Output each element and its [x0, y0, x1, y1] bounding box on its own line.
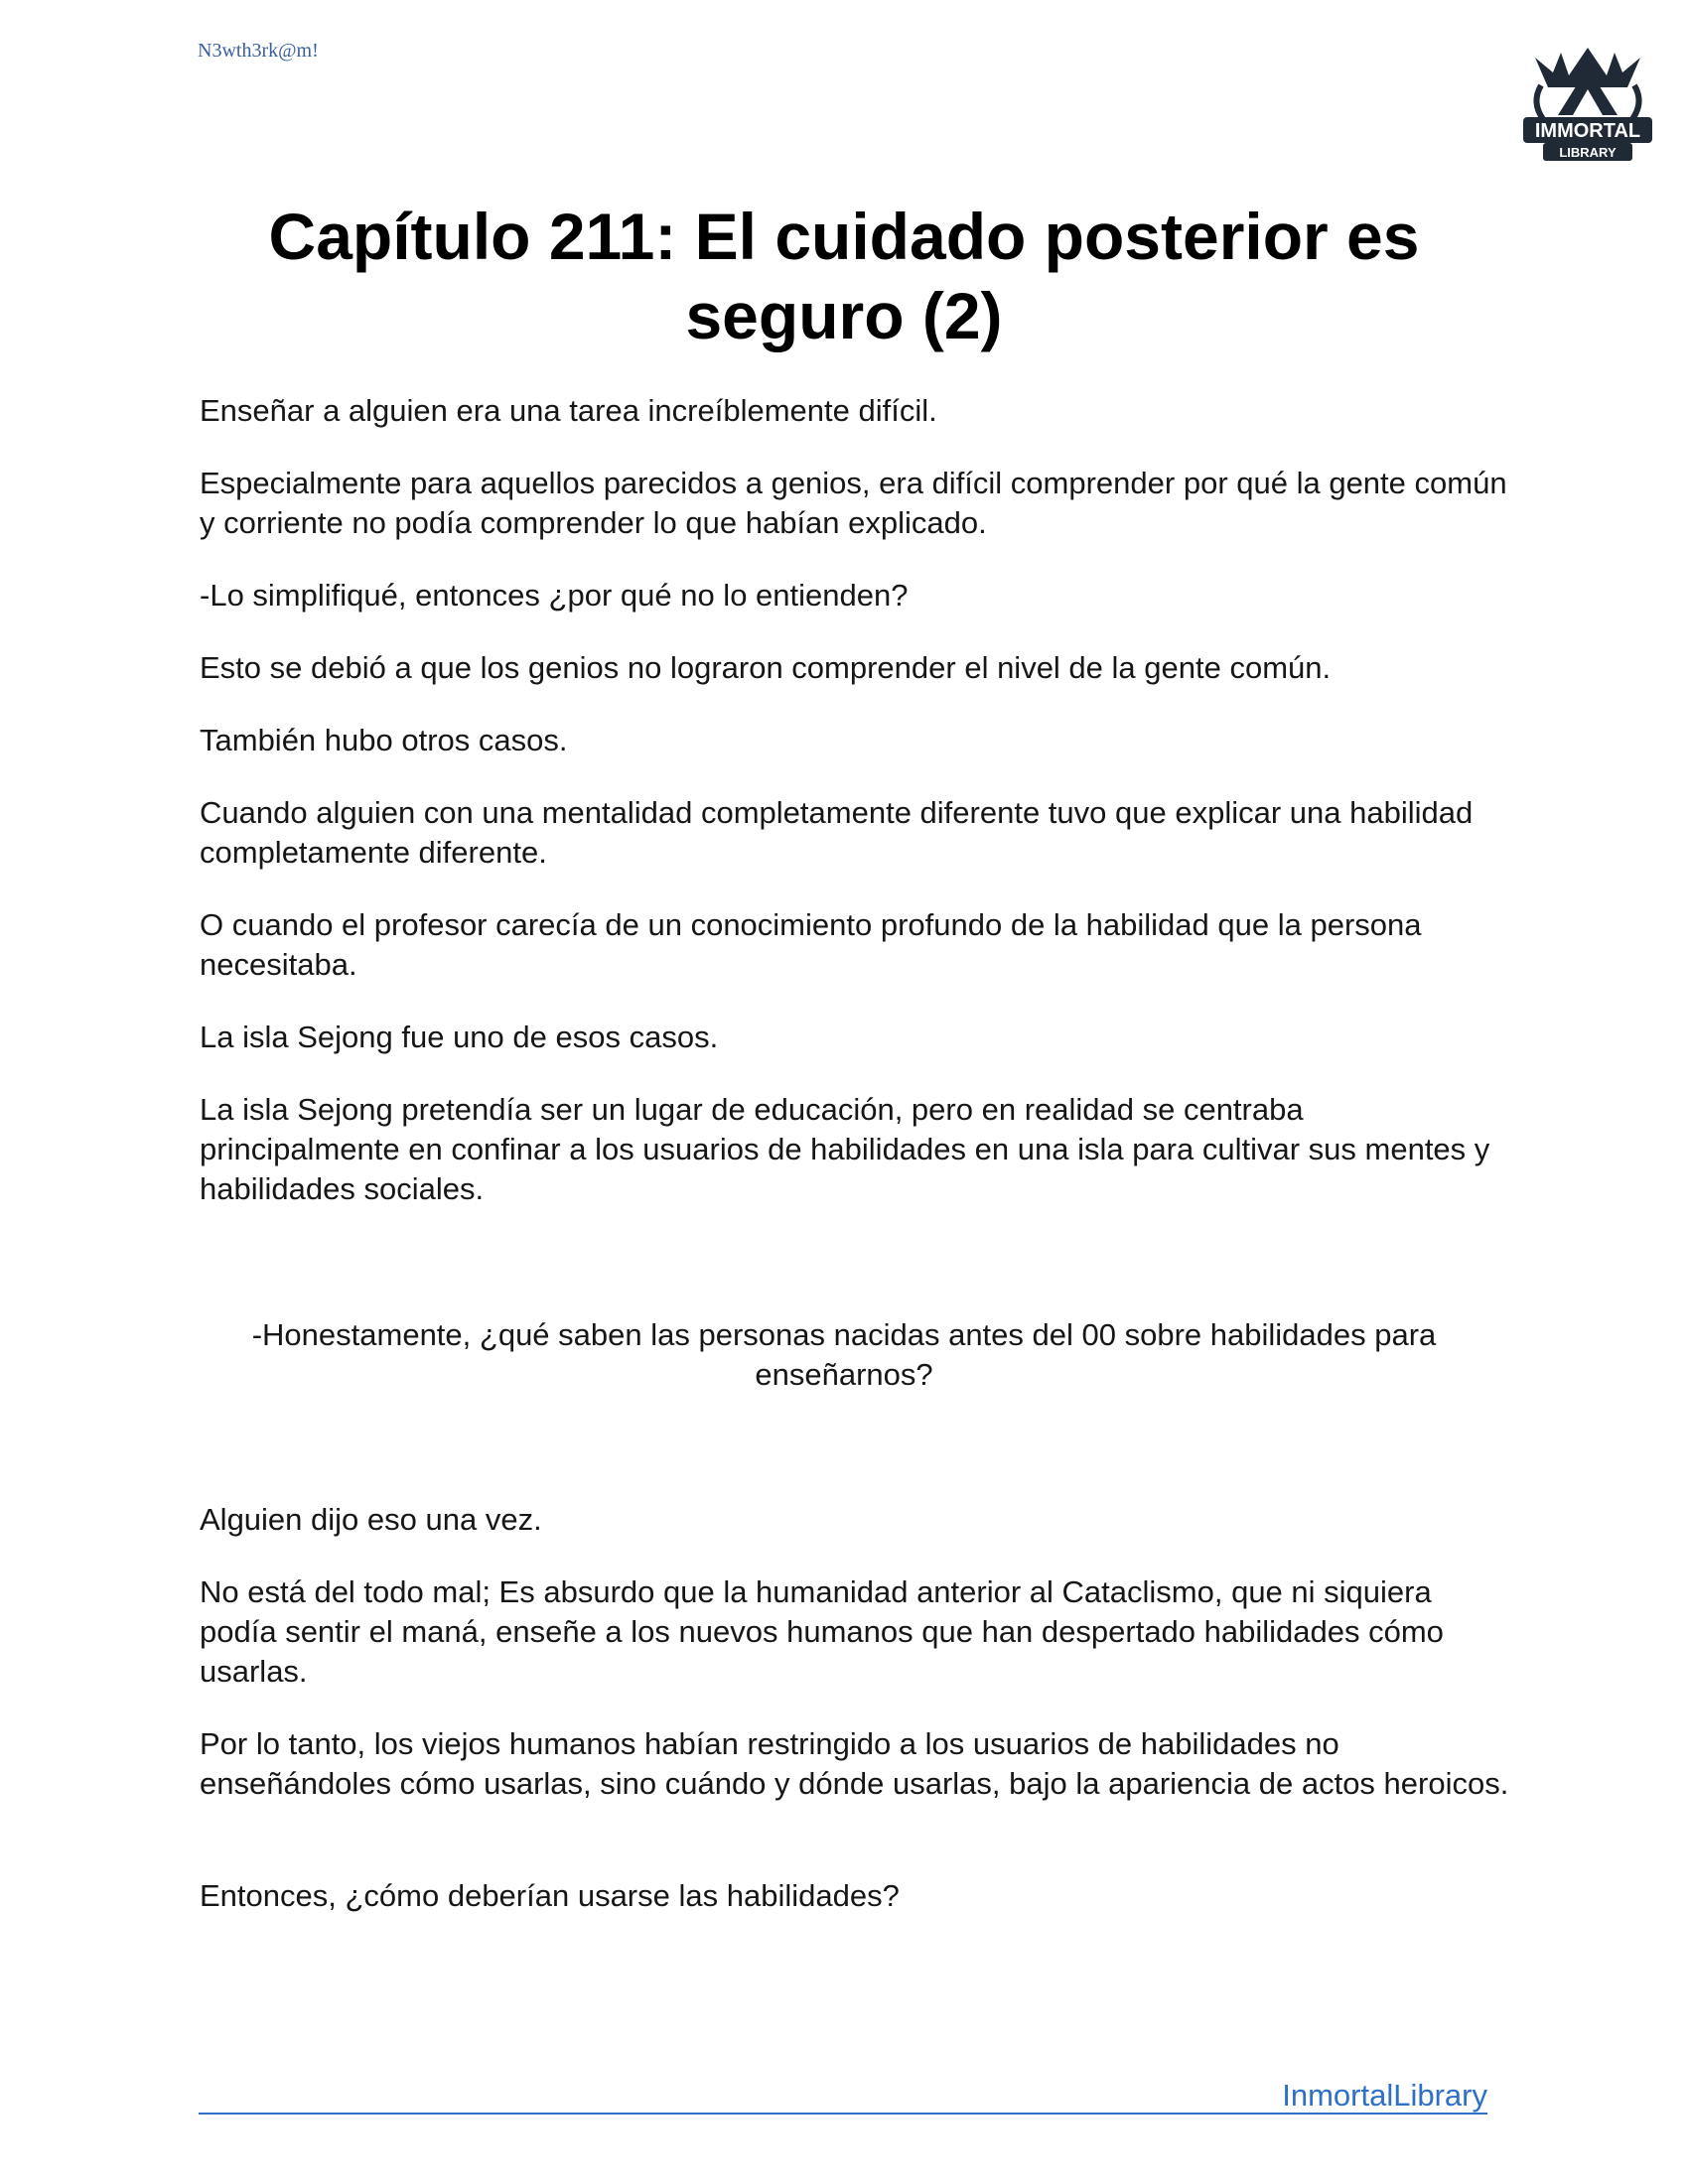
- logo-bottom-text: LIBRARY: [1559, 145, 1617, 160]
- paragraph-4: Esto se debió a que los genios no lograron comprender el nivel de la gente común.: [200, 650, 1332, 685]
- paragraph-8: La isla Sejong fue uno de esos casos.: [200, 1020, 719, 1054]
- paragraph-3: -Lo simplifiqué, entonces ¿por qué no lo entienden?: [200, 578, 909, 613]
- logo-top-text: IMMORTAL: [1534, 120, 1641, 142]
- paragraph-5: También hubo otros casos.: [200, 723, 568, 757]
- paragraph-7: O cuando el profesor carecía de un conocimiento profundo de la habilidad que la persona necesitaba.: [200, 907, 1422, 982]
- paragraph-11: Alguien dijo eso una vez.: [200, 1502, 542, 1537]
- paragraph-9: La isla Sejong pretendía ser un lugar de educación, pero en realidad se centraba principalmente en confinar a los usuarios de habilidades en una isla para cultivar sus mentes y habilidades sociales.: [200, 1092, 1490, 1206]
- chapter-title: Capítulo 211: El cuidado posterior es seguro (2): [268, 200, 1420, 352]
- quote-paragraph: -Honestamente, ¿qué saben las personas nacidas antes del 00 sobre habilidades para enseñarnos?: [251, 1317, 1437, 1392]
- paragraph-2: Especialmente para aquellos parecidos a genios, era difícil comprender por qué la gente común y corriente no podía comprender lo que habían explicado.: [200, 466, 1507, 540]
- immortal-library-logo: [1513, 28, 1662, 177]
- footer-divider: [199, 2113, 1487, 2115]
- paragraph-14: Entonces, ¿cómo deberían usarse las habilidades?: [200, 1878, 900, 1913]
- paragraph-6: Cuando alguien con una mentalidad completamente diferente tuvo que explicar una habilidad completamente diferente.: [200, 795, 1474, 870]
- watermark-text: N3wth3rk@m!: [198, 40, 319, 62]
- footer-library-link[interactable]: InmortalLibrary: [1282, 2078, 1487, 2113]
- paragraph-13: Por lo tanto, los viejos humanos habían restringido a los usuarios de habilidades no enseñándoles cómo usarlas, sino cuándo y dónde usarlas, bajo la apariencia de actos heroicos.: [200, 1726, 1509, 1801]
- paragraph-12: No está del todo mal; Es absurdo que la humanidad anterior al Cataclismo, que ni siquiera podía sentir el maná, enseñe a los nuevos humanos que han despertado habilidades cómo usarlas.: [200, 1574, 1444, 1689]
- paragraph-1: Enseñar a alguien era una tarea increíblemente difícil.: [200, 393, 937, 428]
